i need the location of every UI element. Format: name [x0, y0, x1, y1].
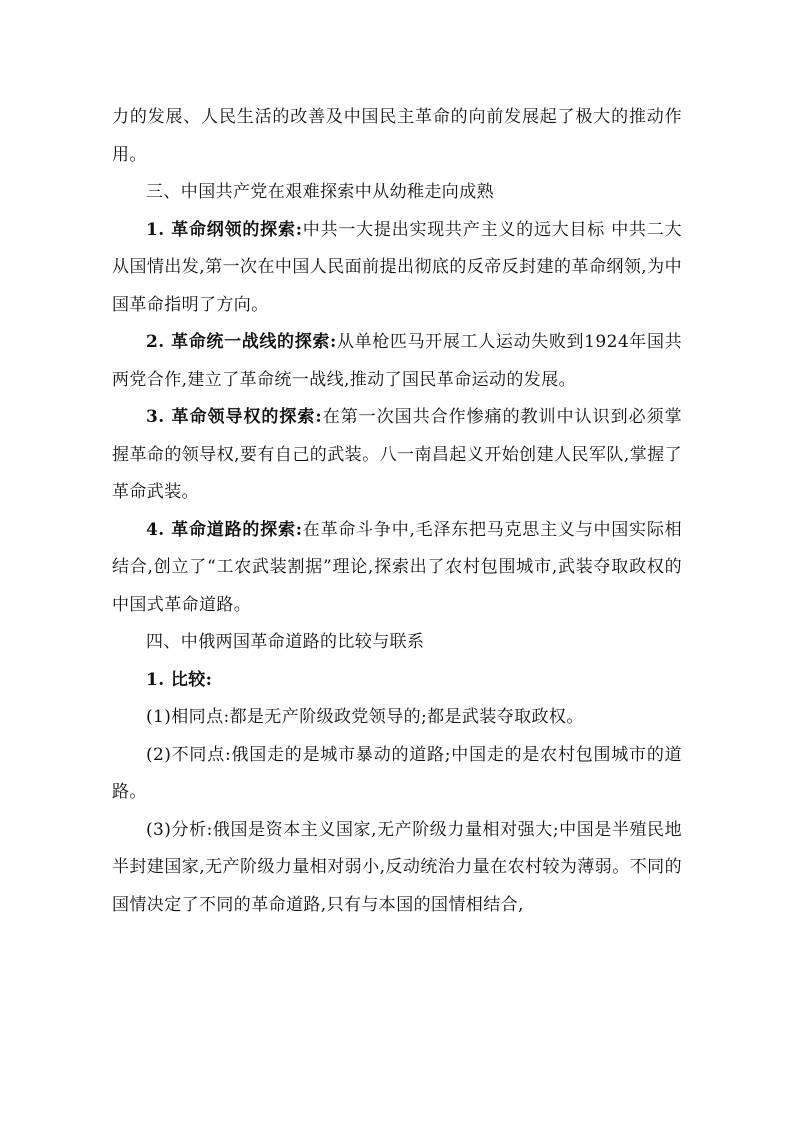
document-body — [112, 99, 682, 924]
paragraph-text: 在第一次国共合作惨痛的教训中认识到必须掌握革命的领导权,要有自己的武装。八一南昌起义开始创建人民军队,掌握了革命武装。 — [112, 407, 683, 502]
paragraph-lead: 1. 比较: — [146, 669, 213, 690]
paragraph-text: 力的发展、人民生活的改善及中国民主革命的向前发展起了极大的推动作用。 — [112, 107, 682, 165]
paragraph-text: 从单枪匹马开展工人运动失败到1924年国共两党合作,建立了革命统一战线,推动了国民革命运动的发展。 — [112, 332, 683, 390]
paragraph-text: (1)相同点:都是无产阶级政党领导的;都是武装夺取政权。 — [146, 707, 584, 727]
section-heading-4 — [112, 624, 682, 662]
heading-text: 四、中俄两国革命道路的比较与联系 — [146, 632, 425, 652]
heading-text: 三、中国共产党在艰难探索中从幼稚走向成熟 — [146, 182, 494, 202]
paragraph-differences — [112, 737, 682, 812]
paragraph-lead: 3. 革命领导权的探索: — [146, 407, 323, 427]
paragraph-text: 中共一大提出实现共产主义的远大目标 中共二大从国情出发,第一次在中国人民面前提出彻底的反帝反封建的革命纲领,为中国革命指明了方向。 — [112, 219, 683, 315]
paragraph-leadership — [112, 399, 682, 512]
paragraph-text: (3)分析:俄国是资本主义国家,无产阶级力量相对强大;中国是半殖民地半封建国家,无产阶级力量相对弱小,反动统治力量在农村较为薄弱。不同的国情决定了不同的革命道路,只有与本国的国情相结合, — [112, 819, 682, 915]
paragraph-road — [112, 512, 682, 625]
section-heading-3 — [112, 174, 682, 212]
paragraph-lead: 4. 革命道路的探索: — [146, 519, 303, 540]
paragraph-lead: 1. 革命纲领的探索: — [146, 219, 303, 240]
paragraph-united-front — [112, 324, 682, 399]
subheading-comparison — [112, 662, 682, 700]
paragraph-continuation — [112, 99, 682, 174]
paragraph-text: (2)不同点:俄国走的是城市暴动的道路;中国走的是农村包围城市的道路。 — [112, 744, 682, 802]
paragraph-program — [112, 212, 682, 325]
paragraph-analysis — [112, 812, 682, 925]
paragraph-lead: 2. 革命统一战线的探索: — [146, 332, 337, 352]
paragraph-text: 在革命斗争中,毛泽东把马克思主义与中国实际相结合,创立了“工农武装割据”理论,探索出了农村包围城市,武装夺取政权的中国式革命道路。 — [112, 519, 683, 615]
paragraph-similarities — [112, 699, 682, 737]
